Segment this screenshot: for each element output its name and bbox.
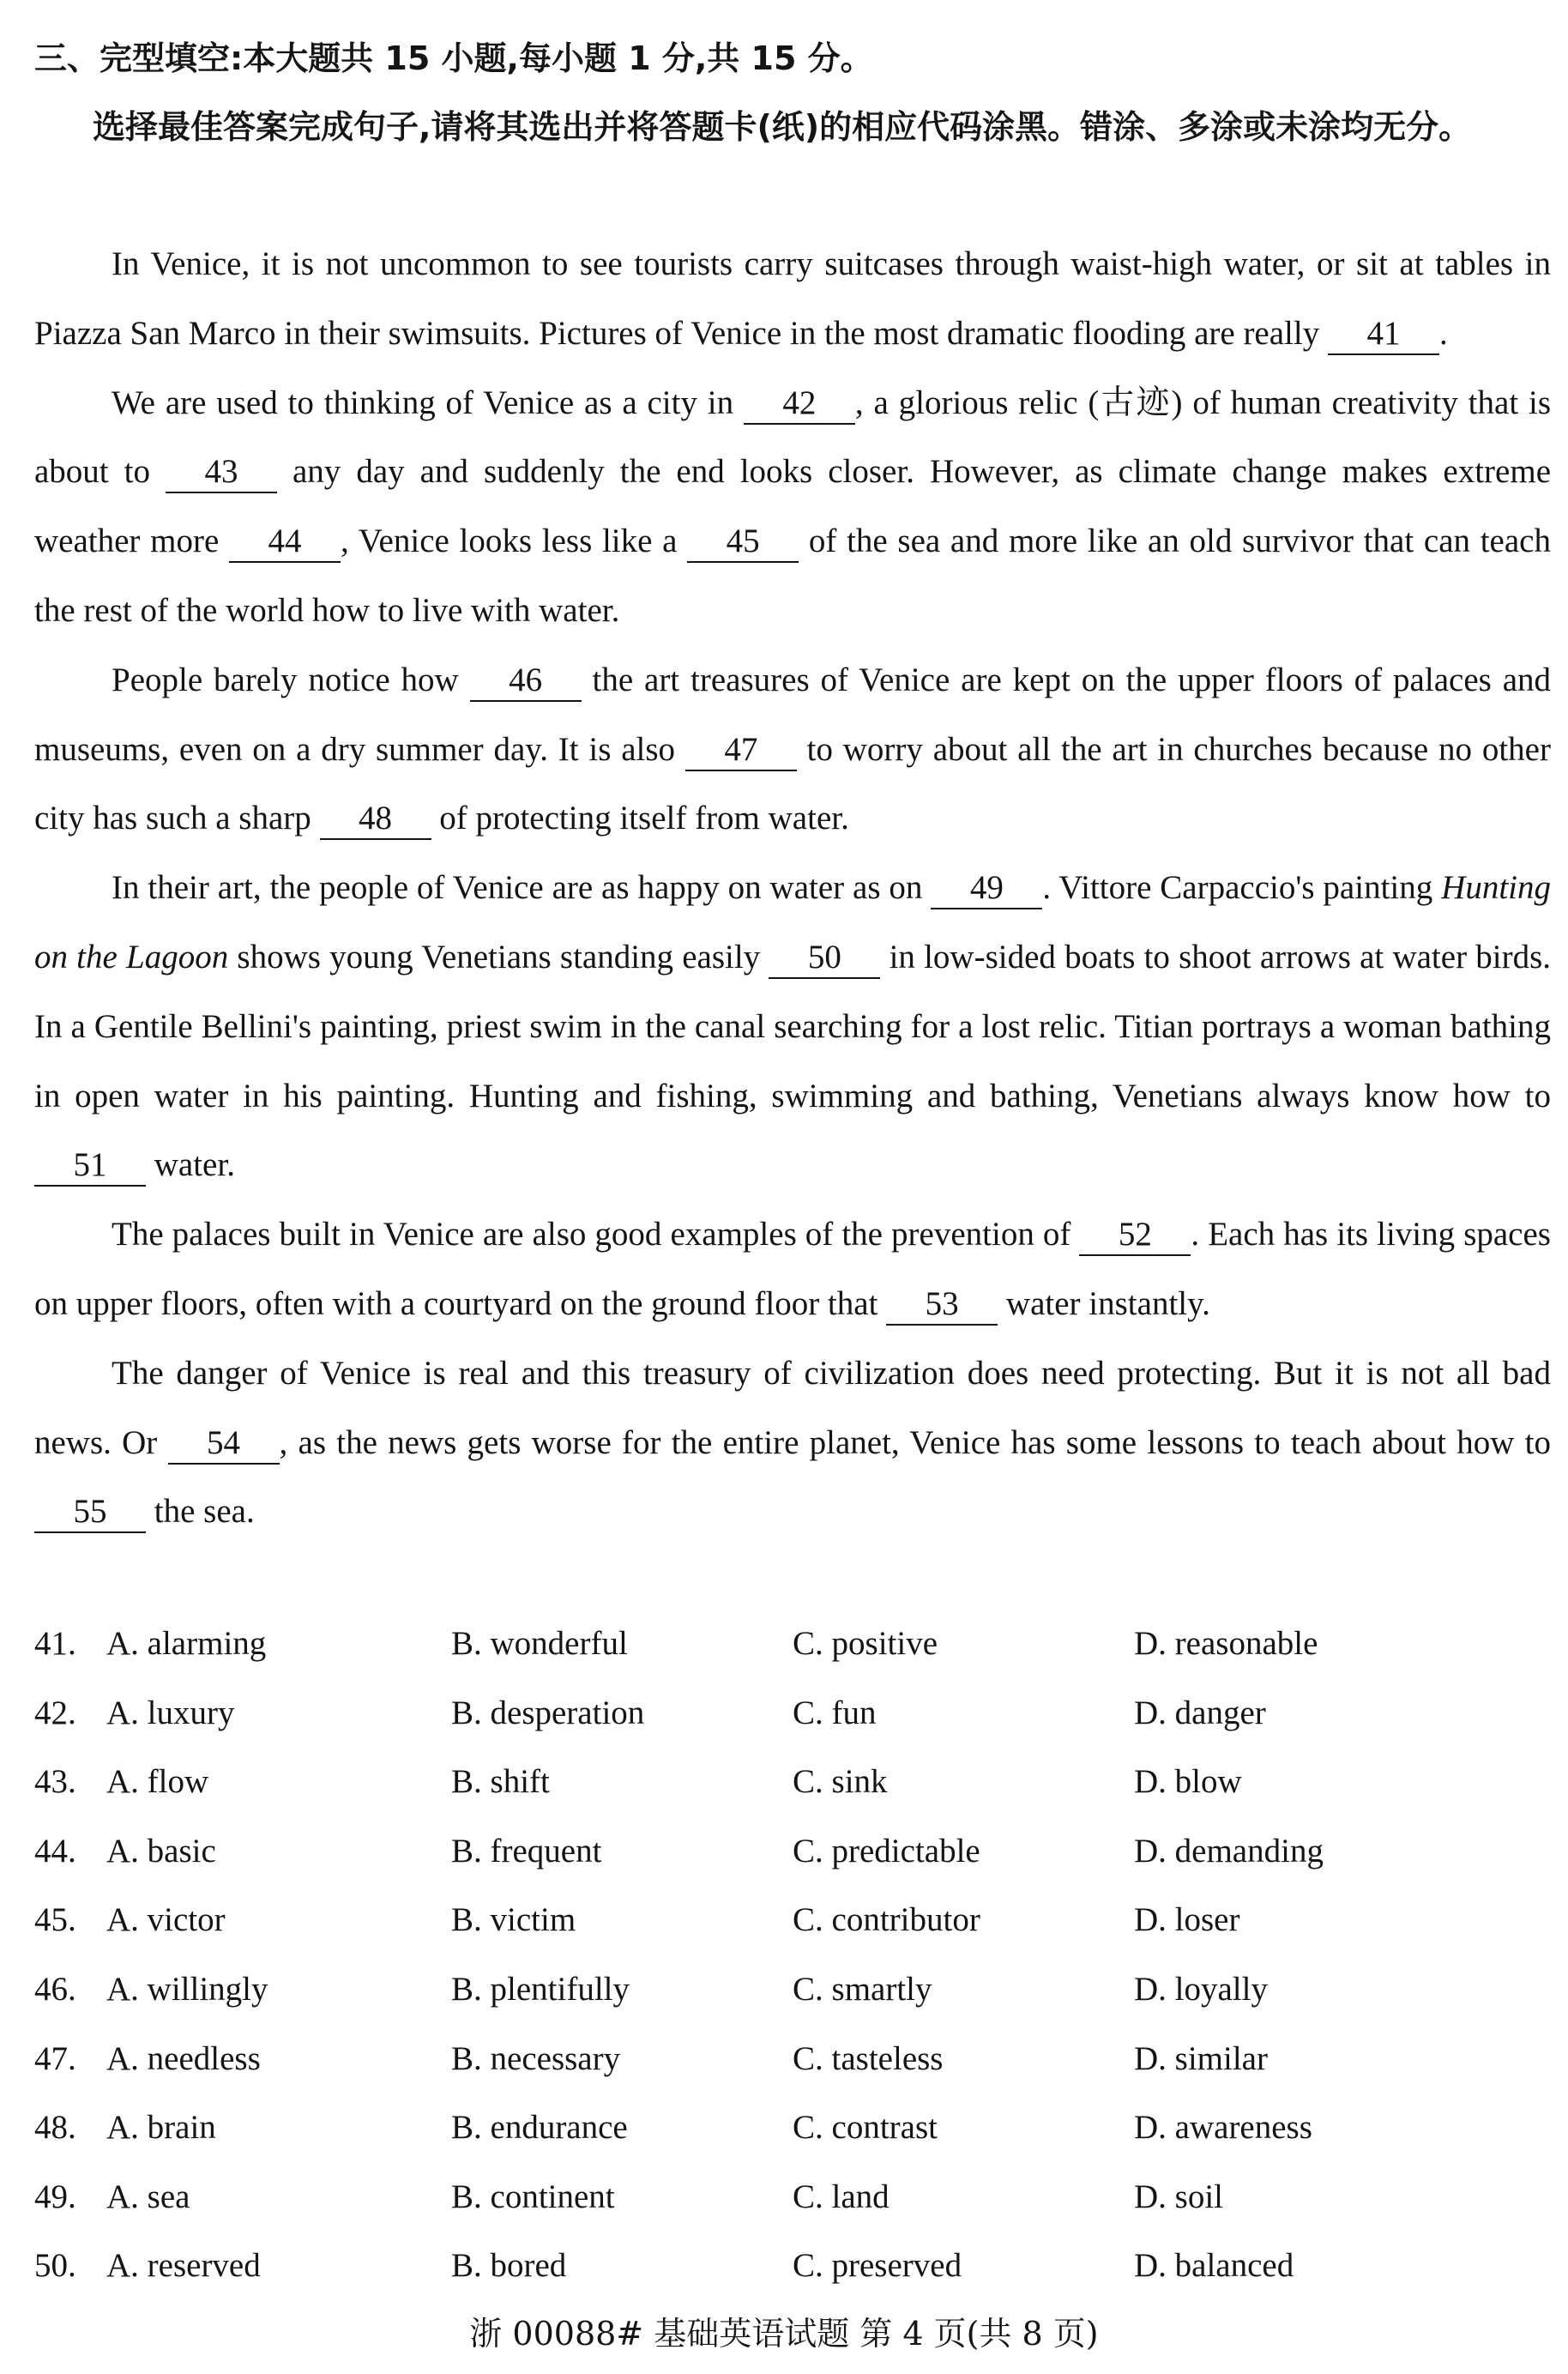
page-footer: 浙 00088# 基础英语试题 第 4 页(共 8 页) — [469, 2315, 1099, 2353]
passage-text: to worry about all the art in churches because no other city has such a sharp — [34, 730, 1551, 837]
cloze-blank: 41 — [1328, 314, 1439, 355]
passage-text: In their art, the people of Venice are as happy on water as on — [112, 869, 932, 907]
passage-text: any day and suddenly the end looks closer. However, as climate change makes extreme weather more — [34, 453, 1552, 560]
cloze-passage — [34, 230, 1551, 1547]
question-row — [34, 2163, 1551, 2232]
passage-text: in low-sided boats to shoot arrows at water birds. In a Gentile Bellini's painting, priest swim in the canal searching for a lost relic. Titian portrays a woman bathing in open water in his painting. Hunting and fishing, swimming and bathing, Venetians always know how to — [34, 938, 1551, 1115]
passage-text: , Venice looks less like a — [340, 523, 688, 560]
question-row — [34, 1610, 1551, 1679]
cloze-blank: 49 — [931, 868, 1042, 909]
cloze-blank: 43 — [166, 452, 277, 493]
cloze-blank: 46 — [470, 661, 582, 702]
section-instruction: 选择最佳答案完成句子,请将其选出并将答题卡(纸)的相应代码涂黑。错涂、多涂或未涂均无分。 — [93, 108, 1472, 146]
option-b: B. victim — [451, 1901, 576, 1939]
question-number: 49. — [34, 2178, 76, 2215]
option-c: C. preserved — [793, 2247, 962, 2285]
answer-options — [34, 1610, 1551, 2301]
passage-text: In Venice, it is not uncommon to see tourists carry suitcases through waist-high water, or sit at tables in Piazza San Marco in their swimsuits. Pictures of Venice in the most dramatic flooding are really — [34, 245, 1551, 352]
passage-text: shows young Venetians standing easily — [228, 938, 769, 976]
option-b: B. continent — [451, 2178, 615, 2215]
question-row — [34, 1679, 1551, 1749]
cloze-blank: 54 — [168, 1423, 280, 1465]
option-a: A. luxury — [106, 1694, 235, 1731]
passage-paragraph — [34, 230, 1551, 369]
option-a: A. reserved — [106, 2247, 261, 2285]
passage-text: the sea. — [146, 1493, 255, 1531]
cloze-blank: 45 — [687, 522, 799, 563]
question-number: 43. — [34, 1763, 76, 1801]
question-number: 42. — [34, 1694, 76, 1731]
option-b: B. desperation — [451, 1694, 645, 1731]
option-a: A. victor — [106, 1901, 226, 1939]
cloze-blank: 42 — [744, 384, 855, 425]
passage-paragraph — [34, 369, 1551, 646]
passage-text: of the sea and more like an old survivor that can teach the rest of the world how to live with water. — [34, 523, 1551, 629]
cloze-blank: 51 — [34, 1145, 146, 1187]
option-b: B. shift — [451, 1763, 550, 1801]
option-d: D. demanding — [1134, 1832, 1324, 1870]
question-row — [34, 1955, 1551, 2025]
passage-text: , a glorious relic (古迹) of human creativity that is about to — [34, 384, 1551, 491]
cloze-blank: 55 — [34, 1492, 146, 1533]
option-a: A. brain — [106, 2109, 216, 2147]
cloze-blank: 50 — [769, 938, 880, 979]
option-d: D. blow — [1134, 1763, 1242, 1801]
passage-paragraph — [34, 1200, 1551, 1339]
question-number: 45. — [34, 1901, 76, 1939]
option-b: B. frequent — [451, 1832, 602, 1870]
cloze-blank: 47 — [685, 730, 797, 771]
passage-text: People barely notice how — [112, 661, 470, 698]
question-number: 41. — [34, 1625, 76, 1662]
passage-text: . — [1438, 314, 1448, 352]
option-a: A. needless — [106, 2039, 261, 2077]
option-a: A. willingly — [106, 1970, 268, 2008]
passage-text: water. — [146, 1146, 235, 1184]
option-c: C. contrast — [793, 2109, 938, 2147]
question-number: 44. — [34, 1832, 76, 1870]
passage-text: of protecting itself from water. — [431, 800, 849, 837]
option-a: A. basic — [106, 1832, 216, 1870]
question-row — [34, 2232, 1551, 2301]
option-c: C. positive — [793, 1625, 938, 1662]
passage-text: , as the news gets worse for the entire planet, Venice has some lessons to teach about how to — [279, 1423, 1551, 1461]
option-c: C. fun — [793, 1694, 877, 1731]
option-d: D. loser — [1134, 1901, 1240, 1939]
passage-text: . Vittore Carpaccio's painting — [1042, 869, 1442, 907]
option-d: D. loyally — [1134, 1970, 1268, 2008]
option-b: B. wonderful — [451, 1625, 628, 1662]
option-d: D. similar — [1134, 2039, 1268, 2077]
cloze-blank: 48 — [320, 799, 431, 840]
cloze-blank: 44 — [229, 522, 341, 563]
passage-text: The palaces built in Venice are also good examples of the prevention of — [112, 1216, 1080, 1253]
question-row — [34, 1886, 1551, 1955]
passage-text: the art treasures of Venice are kept on the upper floors of palaces and museums, even on a dry summer day. It is also — [34, 661, 1551, 768]
option-d: D. soil — [1134, 2178, 1224, 2215]
passage-text: water instantly. — [998, 1284, 1210, 1322]
question-number: 47. — [34, 2039, 76, 2077]
option-c: C. land — [793, 2178, 890, 2215]
option-c: C. smartly — [793, 1970, 932, 2008]
question-row — [34, 1817, 1551, 1887]
passage-paragraph — [34, 646, 1551, 854]
question-row — [34, 2025, 1551, 2094]
option-b: B. bored — [451, 2247, 567, 2285]
option-a: A. sea — [106, 2178, 190, 2215]
option-b: B. necessary — [451, 2039, 621, 2077]
passage-text: We are used to thinking of Venice as a city in — [112, 384, 744, 421]
option-c: C. tasteless — [793, 2039, 944, 2077]
painting-title: Hunting on the Lagoon — [34, 869, 1551, 976]
option-c: C. sink — [793, 1763, 888, 1801]
option-b: B. endurance — [451, 2109, 628, 2147]
option-c: C. contributor — [793, 1901, 980, 1939]
option-a: A. flow — [106, 1763, 209, 1801]
cloze-blank: 53 — [886, 1284, 998, 1326]
option-d: D. awareness — [1134, 2109, 1312, 2147]
question-row — [34, 2093, 1551, 2163]
option-d: D. reasonable — [1134, 1625, 1318, 1662]
option-d: D. balanced — [1134, 2247, 1294, 2285]
option-d: D. danger — [1134, 1694, 1266, 1731]
option-a: A. alarming — [106, 1625, 267, 1662]
passage-text: The danger of Venice is real and this treasury of civilization does need protecting. But it is not all bad news. Or — [34, 1354, 1551, 1461]
question-number: 46. — [34, 1970, 76, 2008]
passage-paragraph — [34, 1339, 1551, 1547]
option-c: C. predictable — [793, 1832, 980, 1870]
question-row — [34, 1748, 1551, 1817]
passage-paragraph — [34, 854, 1551, 1200]
cloze-blank: 52 — [1079, 1215, 1191, 1256]
question-number: 50. — [34, 2247, 76, 2285]
question-number: 48. — [34, 2109, 76, 2147]
option-b: B. plentifully — [451, 1970, 630, 2008]
section-title: 三、完型填空:本大题共 15 小题,每小题 1 分,共 15 分。 — [34, 39, 873, 77]
passage-text: . Each has its living spaces on upper floors, often with a courtyard on the ground floor that — [34, 1216, 1551, 1322]
